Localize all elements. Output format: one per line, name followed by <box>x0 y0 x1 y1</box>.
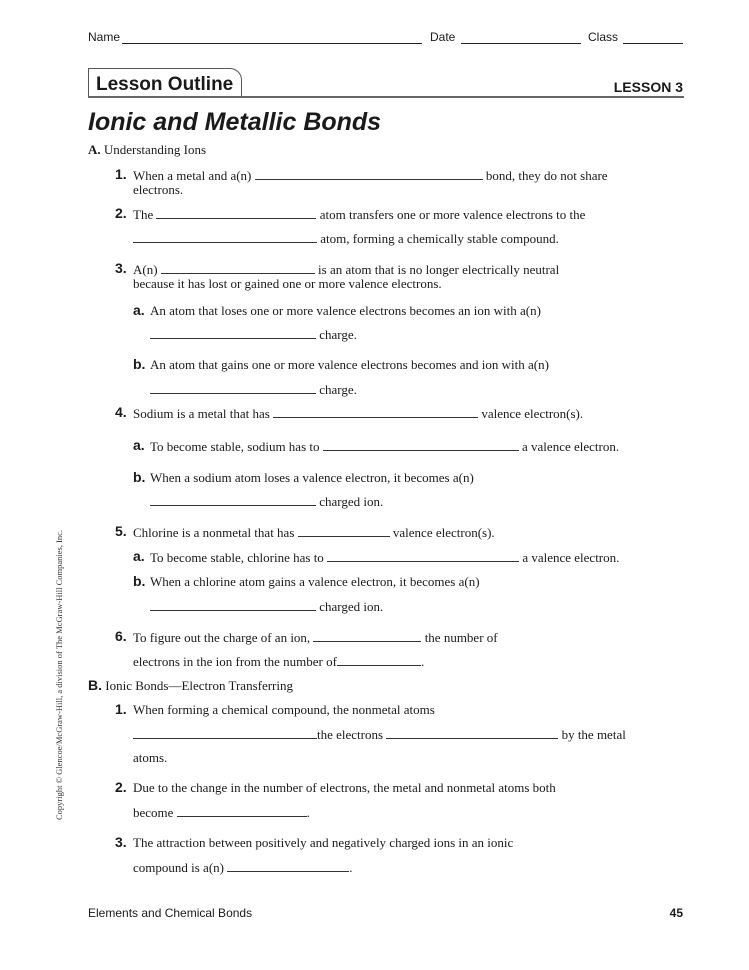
item-number: 6. <box>115 628 127 644</box>
item-text: . <box>349 860 353 875</box>
item-a1-cont: electrons. <box>133 182 184 197</box>
item-text: valence electron(s). <box>481 406 584 421</box>
item-text: charged ion. <box>319 494 384 509</box>
item-text: atom, forming a chemically stable compound. <box>320 231 559 246</box>
item-number: 1. <box>115 701 127 717</box>
item-text: atom transfers one or more valence electrons to the <box>319 207 586 222</box>
blank-field[interactable] <box>161 261 315 274</box>
item-number: 1. <box>115 166 127 182</box>
item-a5 <box>133 524 495 541</box>
section-letter: B. <box>88 677 102 693</box>
item-text: bond, they do not share <box>485 168 608 183</box>
blank-field[interactable] <box>150 326 316 339</box>
item-b1-cont2: atoms. <box>133 750 168 765</box>
item-a5b-cont <box>150 598 383 615</box>
blank-field[interactable] <box>150 598 316 611</box>
item-a3a: An atom that loses one or more valence electrons becomes an ion with a(n) <box>150 303 541 318</box>
item-a3b: An atom that gains one or more valence electrons becomes and ion with a(n) <box>150 357 549 372</box>
item-text: become <box>133 805 174 820</box>
item-a5a <box>150 549 619 566</box>
blank-field[interactable] <box>273 405 478 418</box>
item-text: charged ion. <box>319 599 384 614</box>
class-label: Class <box>588 30 619 44</box>
section-label: Ionic Bonds—Electron Transferring <box>105 678 294 693</box>
date-label: Date <box>430 30 456 44</box>
item-b3-cont <box>133 859 352 876</box>
item-a1 <box>133 167 608 184</box>
blank-field[interactable] <box>323 438 519 451</box>
item-number: 2. <box>115 779 127 795</box>
item-a6-cont <box>133 653 424 670</box>
section-b-heading <box>88 677 293 694</box>
item-text: To become stable, chlorine has to <box>150 550 324 565</box>
blank-field[interactable] <box>255 167 483 180</box>
blank-field[interactable] <box>327 549 519 562</box>
sub-letter: b. <box>133 356 146 372</box>
item-text: Sodium is a metal that has <box>133 406 270 421</box>
blank-field[interactable] <box>337 653 421 666</box>
lesson-number: LESSON 3 <box>613 79 683 95</box>
item-text: To become stable, sodium has to <box>150 439 320 454</box>
sub-letter: b. <box>133 469 146 485</box>
item-text: the number of <box>424 630 498 645</box>
item-text: Chlorine is a nonmetal that has <box>133 525 295 540</box>
section-a-heading <box>88 142 206 158</box>
item-b2: Due to the change in the number of electrons, the metal and nonmetal atoms both <box>133 780 556 795</box>
item-a3a-cont <box>150 326 357 343</box>
header-rule <box>88 96 684 98</box>
blank-field[interactable] <box>313 629 421 642</box>
item-number: 5. <box>115 523 127 539</box>
item-text: When a metal and a(n) <box>133 168 252 183</box>
item-text: electrons in the ion from the number of <box>133 654 337 669</box>
item-text: compound is a(n) <box>133 860 224 875</box>
item-text: The <box>133 207 154 222</box>
item-text: . <box>306 805 310 820</box>
page-number: 45 <box>669 906 683 920</box>
item-text: valence electron(s). <box>392 525 495 540</box>
copyright-notice: Copyright © Glencoe/McGraw-Hill, a division of The McGraw-Hill Companies, Inc. <box>54 529 64 820</box>
item-text: charge. <box>319 382 357 397</box>
footer-book-title: Elements and Chemical Bonds <box>88 906 253 920</box>
item-a2-cont <box>133 230 559 247</box>
item-a2 <box>133 206 585 223</box>
date-field[interactable] <box>461 43 581 44</box>
item-a3b-cont <box>150 381 357 398</box>
page-title: Ionic and Metallic Bonds <box>88 108 382 136</box>
blank-field[interactable] <box>150 381 316 394</box>
section-letter: A. <box>88 142 101 157</box>
class-field[interactable] <box>623 43 683 44</box>
item-text: a valence electron. <box>522 550 620 565</box>
item-a5b: When a chlorine atom gains a valence electron, it becomes a(n) <box>150 574 480 589</box>
item-a6 <box>133 629 498 646</box>
section-label: Understanding Ions <box>103 142 207 157</box>
item-number: 3. <box>115 260 127 276</box>
blank-field[interactable] <box>386 726 558 739</box>
item-a4a <box>150 438 619 455</box>
item-a4b: When a sodium atom loses a valence electron, it becomes a(n) <box>150 470 474 485</box>
item-a4 <box>133 405 583 422</box>
item-text: a valence electron. <box>522 439 620 454</box>
blank-field[interactable] <box>133 726 317 739</box>
sub-letter: a. <box>133 437 145 453</box>
item-text: charge. <box>319 327 357 342</box>
blank-field[interactable] <box>133 230 317 243</box>
blank-field[interactable] <box>177 804 307 817</box>
blank-field[interactable] <box>227 859 349 872</box>
sub-letter: a. <box>133 302 145 318</box>
name-field[interactable] <box>122 43 422 44</box>
item-text: the electrons <box>317 727 384 742</box>
lesson-outline-label: Lesson Outline <box>96 74 234 95</box>
item-text: is an atom that is no longer electrically neutral <box>318 262 560 277</box>
item-b1: When forming a chemical compound, the nonmetal atoms <box>133 702 435 717</box>
item-number: 4. <box>115 404 127 420</box>
item-text: . <box>420 654 425 669</box>
sub-letter: a. <box>133 548 145 564</box>
item-b1-cont <box>133 726 626 743</box>
blank-field[interactable] <box>150 493 316 506</box>
name-label: Name <box>88 30 121 44</box>
item-b3: The attraction between positively and negatively charged ions in an ionic <box>133 835 514 850</box>
item-number: 3. <box>115 834 127 850</box>
item-text: To figure out the charge of an ion, <box>133 630 311 645</box>
item-text: by the metal <box>561 727 626 742</box>
item-text: A(n) <box>133 262 158 277</box>
item-a4b-cont <box>150 493 383 510</box>
blank-field[interactable] <box>156 206 316 219</box>
blank-field[interactable] <box>298 524 390 537</box>
item-b2-cont <box>133 804 310 821</box>
item-a3-cont: because it has lost or gained one or more valence electrons. <box>133 276 442 291</box>
sub-letter: b. <box>133 573 146 589</box>
item-number: 2. <box>115 205 127 221</box>
